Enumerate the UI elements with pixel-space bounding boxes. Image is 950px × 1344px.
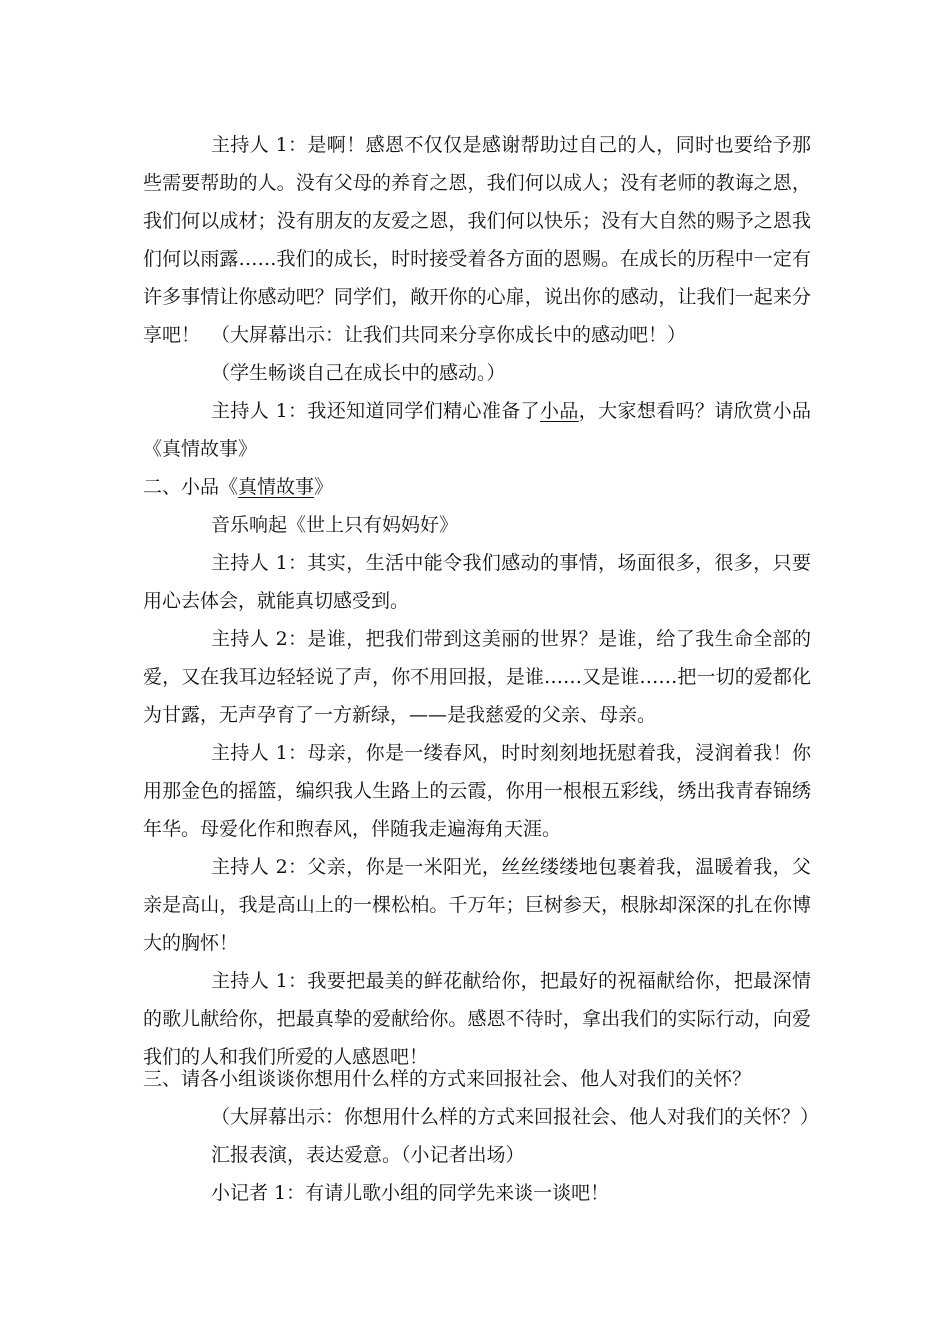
text-run: 》 [314, 476, 334, 498]
paragraph-host2-parents: 主持人 2：是谁，把我们带到这美丽的世界？是谁，给了我生命全部的爱，又在我耳边轻轻说了声，你不用回报，是谁……又是谁……把一切的爱都化为甘露，无声孕育了一方新绿，——是我慈爱的父亲、母亲。 [143, 628, 811, 726]
text-run: 二、小品《 [143, 476, 239, 498]
section-heading-2 [143, 468, 811, 506]
skit-link[interactable]: 小品 [540, 400, 579, 422]
text-run: 主持人 1：我还知道同学们精心准备了 [211, 400, 540, 422]
paragraph-host1-mother: 主持人 1：母亲，你是一缕春风，时时刻刻地抚慰着我，浸润着我！你用那金色的摇篮，编织我人生路上的云霞，你用一根根五彩线，绣出我青春锦绣年华。母爱化作和煦春风，伴随我走遍海角天涯。 [143, 742, 811, 840]
paragraph-students-talk: （学生畅谈自己在成长中的感动。） [211, 362, 506, 384]
paragraph-host1-thanks: 主持人 1：我要把最美的鲜花献给你，把最好的祝福献给你，把最深情的歌儿献给你，把最真挚的爱献给你。感恩不待时，拿出我们的实际行动，向爱我们的人和我们所爱的人感恩吧！ [143, 970, 811, 1068]
paragraph-reporter1: 小记者 1：有请儿歌小组的同学先来谈一谈吧！ [211, 1182, 610, 1204]
paragraph-screen-share: （大屏幕出示：让我们共同来分享你成长中的感动吧！） [211, 324, 687, 346]
section-heading-3: 三、请各小组谈谈你想用什么样的方式来回报社会、他人对我们的关怀？ [143, 1068, 752, 1090]
paragraph-screen-question: （大屏幕出示：你想用什么样的方式来回报社会、他人对我们的关怀？） [211, 1106, 820, 1128]
paragraph-host2-father: 主持人 2：父亲，你是一米阳光，丝丝缕缕地包裹着我，温暖着我，父亲是高山，我是高山上的一棵松柏。千万年；巨树参天，根脉却深深的扎在你博大的胸怀！ [143, 856, 811, 954]
paragraph-host1-gratitude: 主持人 1：是啊！感恩不仅仅是感谢帮助过自己的人，同时也要给予那些需要帮助的人。没有父母的养育之恩，我们何以成人；没有老师的教诲之恩，我们何以成材；没有朋友的友爱之恩，我们何以快乐；没有大自然的赐予之恩我们何以雨露……我们的成长，时时接受着各方面的恩赐。在成长的历程中一定有许多事情让你感动吧？同学们，敞开你的心扉，说出你的感动，让我们一起来分享吧！ [143, 134, 811, 346]
paragraph-host1-skit-intro [143, 392, 811, 468]
text-run: ，大家想看吗？请欣赏小品《真情故事》 [143, 400, 811, 460]
paragraph-report: 汇报表演，表达爱意。（小记者出场） [211, 1144, 525, 1166]
paragraph-host1-feel: 主持人 1：其实，生活中能令我们感动的事情，场面很多，很多，只要用心去体会，就能真切感受到。 [143, 552, 811, 612]
story-link[interactable]: 真情故事 [238, 476, 315, 498]
paragraph-music: 音乐响起《世上只有妈妈好》 [211, 514, 459, 536]
